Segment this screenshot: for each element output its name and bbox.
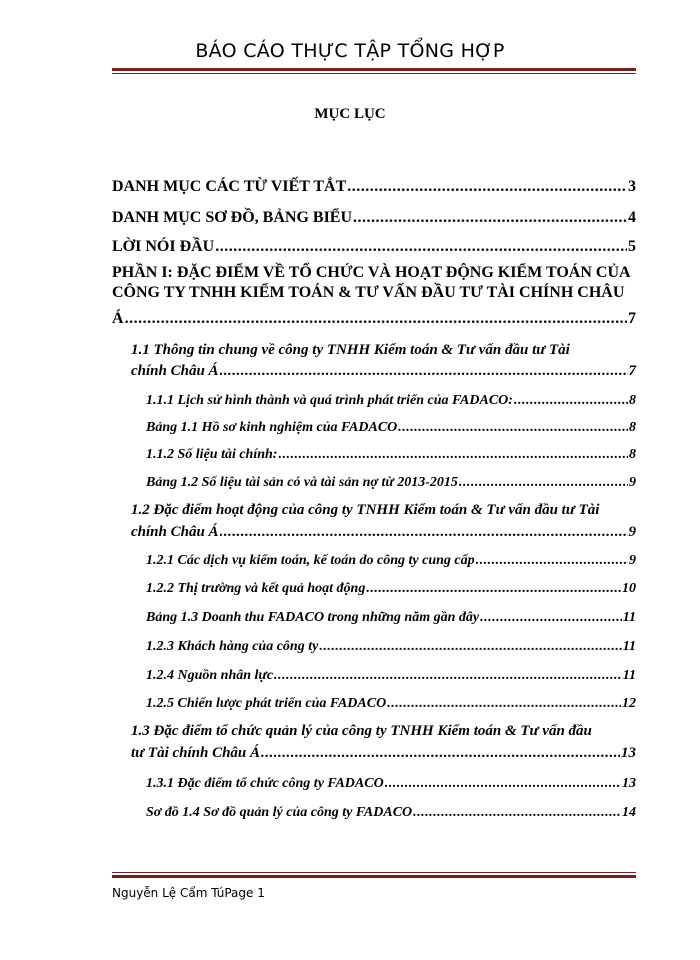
toc-entry-page: 11 xyxy=(622,610,636,625)
footer-text: Nguyễn Lệ Cẩm TúPage 1 xyxy=(112,886,265,900)
toc-entry-page: 8 xyxy=(629,447,636,462)
toc-entry[interactable] xyxy=(146,420,636,436)
toc-entry-text: chính Châu Á xyxy=(131,524,219,540)
toc-entry-text: 1.3.1 Đặc điểm tổ chức công ty FADACO xyxy=(146,776,384,791)
toc-entry[interactable] xyxy=(146,805,636,821)
toc-entry[interactable] xyxy=(131,363,636,380)
toc-entry[interactable] xyxy=(146,639,636,655)
toc-entry-page: 11 xyxy=(622,668,636,683)
toc-entry-line[interactable]: 1.1 Thông tin chung về công ty TNHH Kiểm toán & Tư vấn đầu tư Tài xyxy=(131,342,570,358)
toc-title: MỤC LỤC xyxy=(314,106,386,122)
toc-entry-page: 5 xyxy=(628,238,636,255)
toc-entry[interactable] xyxy=(146,581,636,597)
toc-leader-dots xyxy=(278,447,628,463)
toc-entry[interactable] xyxy=(146,447,636,463)
toc-entry[interactable] xyxy=(112,178,636,196)
toc-entry-page: 13 xyxy=(622,776,636,791)
toc-entry-text: DANH MỤC CÁC TỪ VIẾT TẮT xyxy=(112,178,347,195)
toc-entry-text: 1.2.2 Thị trường và kết quả hoạt động xyxy=(146,581,366,596)
toc-entry[interactable] xyxy=(131,745,636,762)
toc-entry-text: Bảng 1.3 Doanh thu FADACO trong những năm gần đây xyxy=(146,610,480,625)
toc-entry[interactable] xyxy=(146,475,636,491)
page-header-title: BÁO CÁO THỰC TẬP TỔNG HỢP xyxy=(195,40,505,62)
toc-leader-dots xyxy=(347,178,627,196)
toc-entry-page: 9 xyxy=(629,553,636,568)
toc-leader-dots xyxy=(366,581,621,597)
toc-leader-dots xyxy=(476,553,628,569)
toc-entry-multiline[interactable] xyxy=(112,264,636,302)
toc-leader-dots xyxy=(125,310,627,328)
toc-entry[interactable] xyxy=(146,553,636,569)
toc-leader-dots xyxy=(261,745,620,762)
toc-leader-dots xyxy=(387,696,621,712)
toc-leader-dots xyxy=(459,475,628,491)
toc-entry-page: 13 xyxy=(621,745,636,761)
toc-leader-dots xyxy=(353,209,627,227)
toc-entry-text: 1.2.4 Nguồn nhân lực xyxy=(146,668,274,683)
toc-entry-text: 1.2.5 Chiến lược phát triển của FADACO xyxy=(146,696,387,711)
toc-entry[interactable] xyxy=(146,696,636,712)
toc-entry[interactable] xyxy=(146,776,636,792)
toc-leader-dots xyxy=(480,610,622,626)
toc-entry-page: 9 xyxy=(628,524,636,540)
toc-entry-page: 8 xyxy=(629,420,636,435)
toc-leader-dots xyxy=(220,363,628,380)
toc-entry-text: Á xyxy=(112,310,124,327)
toc-leader-dots xyxy=(385,776,621,792)
toc-leader-dots xyxy=(220,524,628,541)
toc-entry-text: 1.2.1 Các dịch vụ kiểm toán, kế toán do công ty cung cấp xyxy=(146,553,475,568)
toc-entry-page: 10 xyxy=(622,581,636,596)
toc-entry-page: 8 xyxy=(629,393,636,408)
toc-entry-line[interactable]: 1.2 Đặc điểm hoạt động của công ty TNHH Kiểm toán & Tư vấn đầu tư Tài xyxy=(131,502,600,518)
toc-entry-page: 14 xyxy=(622,805,636,820)
toc-entry-text: Sơ đồ 1.4 Sơ đồ quản lý của công ty FADACO xyxy=(146,805,413,820)
toc-entry-text: Bảng 1.2 Số liệu tài sản có và tài sản nợ từ 2013-2015 xyxy=(146,475,458,490)
toc-entry[interactable] xyxy=(131,524,636,541)
toc-entry-line: PHẦN I: ĐẶC ĐIỂM VỀ TỔ CHỨC VÀ HOẠT ĐỘNG KIỂM TOÁN CỦA xyxy=(112,264,631,281)
toc-entry-line: CÔNG TY TNHH KIỂM TOÁN & TƯ VẤN ĐẦU TƯ TÀI CHÍNH CHÂU xyxy=(112,284,625,301)
toc-leader-dots xyxy=(215,238,627,256)
toc-leader-dots xyxy=(319,639,621,655)
toc-entry[interactable] xyxy=(112,238,636,256)
toc-entry-page: 9 xyxy=(629,475,636,490)
toc-entry-page: 4 xyxy=(628,209,636,226)
toc-leader-dots xyxy=(413,805,621,821)
toc-entry-page: 11 xyxy=(622,639,636,654)
toc-leader-dots xyxy=(398,420,628,436)
toc-entry-text: 1.2.3 Khách hàng của công ty xyxy=(146,639,319,654)
toc-entry[interactable] xyxy=(112,310,636,328)
toc-leader-dots xyxy=(274,668,622,684)
toc-entry-text: LỜI NÓI ĐẦU xyxy=(112,238,215,255)
toc-entry-text: DANH MỤC SƠ ĐỒ, BẢNG BIỂU xyxy=(112,209,353,226)
toc-entry-text: 1.1.1 Lịch sử hình thành và quá trình phát triển của FADACO: xyxy=(146,393,513,408)
toc-entry-page: 7 xyxy=(628,310,636,327)
toc-entry[interactable] xyxy=(146,393,636,409)
footer-rule xyxy=(112,872,636,878)
toc-entry[interactable] xyxy=(146,610,636,626)
toc-entry-line[interactable]: 1.3 Đặc điểm tổ chức quản lý của công ty TNHH Kiểm toán & Tư vấn đầu xyxy=(131,723,592,739)
toc-entry[interactable] xyxy=(146,668,636,684)
toc-entry-text: Bảng 1.1 Hồ sơ kinh nghiệm của FADACO xyxy=(146,420,398,435)
toc-entry-page: 12 xyxy=(622,696,636,711)
toc-entry-text: 1.1.2 Số liệu tài chính: xyxy=(146,447,278,462)
toc-entry-page: 3 xyxy=(628,178,636,195)
toc-entry-text: chính Châu Á xyxy=(131,363,219,379)
toc-entry-text: tư Tài chính Châu Á xyxy=(131,745,261,761)
toc-entry-page: 7 xyxy=(628,363,636,379)
toc-entry[interactable] xyxy=(112,209,636,227)
toc-leader-dots xyxy=(514,393,628,409)
